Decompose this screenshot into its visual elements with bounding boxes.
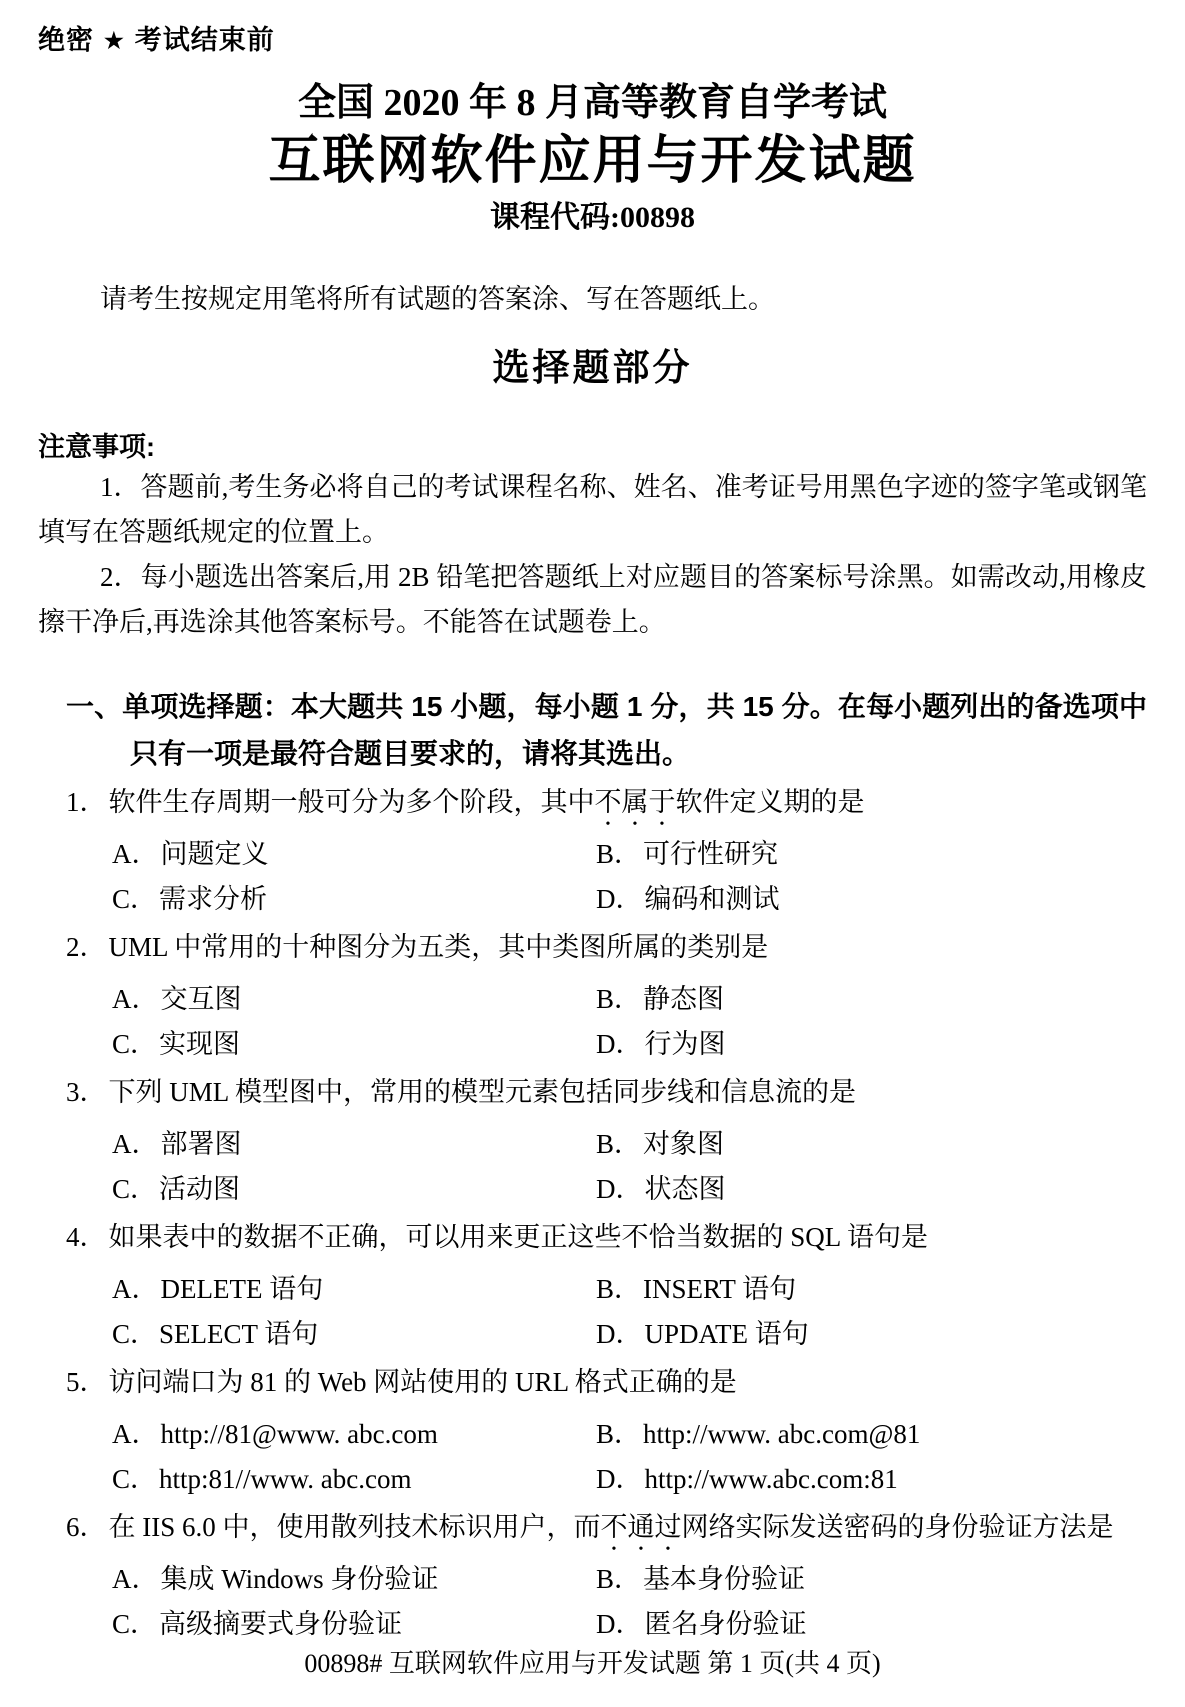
paper-title: 互联网软件应用与开发试题 bbox=[268, 132, 917, 190]
option-text: 匿名身份验证 bbox=[644, 1609, 807, 1639]
classification-banner bbox=[38, 24, 1147, 57]
option-b bbox=[596, 832, 1147, 877]
option-d bbox=[596, 1602, 1147, 1647]
options-grid bbox=[38, 1557, 1147, 1647]
option-text: 活动图 bbox=[159, 1174, 241, 1204]
option-text: http:81//www. abc.com bbox=[159, 1464, 412, 1494]
option-label: A． bbox=[112, 839, 159, 869]
option-text: INSERT 语句 bbox=[643, 1274, 797, 1304]
option-text: http://www.abc.com:81 bbox=[644, 1464, 898, 1494]
course-code: 课程代码:00898 bbox=[490, 201, 695, 234]
question-stem bbox=[38, 1070, 1147, 1122]
option-label: C． bbox=[112, 1029, 158, 1059]
option-d bbox=[596, 1312, 1147, 1357]
question-stem bbox=[38, 925, 1147, 977]
question-stem bbox=[38, 1360, 1147, 1412]
question-number: 2． bbox=[66, 932, 107, 962]
option-b bbox=[596, 1122, 1147, 1167]
question-number: 3． bbox=[66, 1077, 107, 1107]
question-number: 4． bbox=[66, 1222, 107, 1252]
option-a bbox=[112, 977, 596, 1022]
option-d bbox=[596, 877, 1147, 922]
option-label: A． bbox=[112, 1419, 159, 1449]
stem-emphasis: 不通过 bbox=[600, 1512, 682, 1542]
question-stem bbox=[38, 1215, 1147, 1267]
stem-text: 访问端口为 81 的 Web 网站使用的 URL 格式正确的是 bbox=[108, 1367, 737, 1397]
option-label: C． bbox=[112, 1464, 158, 1494]
stem-text: 软件生存周期一般可分为多个阶段，其中 bbox=[108, 787, 595, 817]
stem-text: 软件定义期的是 bbox=[675, 787, 865, 817]
section-title: 选择题部分 bbox=[492, 347, 693, 388]
option-a bbox=[112, 1412, 596, 1457]
option-label: B． bbox=[596, 839, 642, 869]
stem-text: 如果表中的数据不正确，可以用来更正这些不恰当数据的 SQL 语句是 bbox=[108, 1222, 929, 1252]
option-text: 基本身份验证 bbox=[643, 1564, 806, 1594]
option-label: D． bbox=[596, 1464, 643, 1494]
option-label: B． bbox=[596, 984, 642, 1014]
mcq-section-heading: 一、单项选择题：本大题共 15 小题，每小题 1 分，共 15 分。在每小题列出的备选项中只有一项是最符合题目要求的，请将其选出。 bbox=[66, 691, 1147, 769]
notice-item-2: 2．每小题选出答案后,用 2B 铅笔把答题纸上对应题目的答案标号涂黑。如需改动,用橡皮擦干净后,再选涂其他答案标号。不能答在试题卷上。 bbox=[38, 562, 1147, 637]
option-text: 可行性研究 bbox=[643, 839, 779, 869]
option-c bbox=[112, 1457, 596, 1502]
option-c bbox=[112, 1602, 596, 1647]
option-label: D． bbox=[596, 884, 643, 914]
option-label: B． bbox=[596, 1564, 642, 1594]
option-text: 交互图 bbox=[160, 984, 242, 1014]
option-label: A． bbox=[112, 984, 159, 1014]
option-c bbox=[112, 877, 596, 922]
option-label: B． bbox=[596, 1274, 642, 1304]
classification-label: 绝密 bbox=[38, 25, 94, 55]
option-text: 集成 Windows 身份验证 bbox=[160, 1564, 439, 1594]
option-label: A． bbox=[112, 1129, 159, 1159]
option-text: 状态图 bbox=[644, 1174, 726, 1204]
option-text: 高级摘要式身份验证 bbox=[159, 1609, 403, 1639]
option-text: 实现图 bbox=[159, 1029, 241, 1059]
stem-emphasis: 不属于 bbox=[594, 787, 676, 817]
option-d bbox=[596, 1457, 1147, 1502]
question-item bbox=[38, 780, 1147, 922]
question-number: 1． bbox=[66, 787, 107, 817]
notices-heading: 注意事项: bbox=[38, 432, 155, 462]
question-stem bbox=[38, 1505, 1147, 1557]
option-b bbox=[596, 1557, 1147, 1602]
option-a bbox=[112, 1267, 596, 1312]
option-text: 行为图 bbox=[644, 1029, 726, 1059]
option-a bbox=[112, 832, 596, 877]
option-label: B． bbox=[596, 1129, 642, 1159]
option-d bbox=[596, 1167, 1147, 1212]
question-item bbox=[38, 1360, 1147, 1502]
question-item bbox=[38, 1505, 1147, 1647]
question-number: 5． bbox=[66, 1367, 107, 1397]
option-label: D． bbox=[596, 1029, 643, 1059]
page-footer: 00898# 互联网软件应用与开发试题 第 1 页(共 4 页) bbox=[304, 1649, 881, 1678]
option-label: D． bbox=[596, 1319, 643, 1349]
option-text: UPDATE 语句 bbox=[644, 1319, 809, 1349]
option-a bbox=[112, 1122, 596, 1167]
option-d bbox=[596, 1022, 1147, 1067]
notice-item-1: 1．答题前,考生务必将自己的考试课程名称、姓名、准考证号用黑色字迹的签字笔或钢笔填写在答题纸规定的位置上。 bbox=[38, 472, 1147, 547]
option-c bbox=[112, 1167, 596, 1212]
option-b bbox=[596, 1412, 1147, 1457]
answer-sheet-instruction: 请考生按规定用笔将所有试题的答案涂、写在答题纸上。 bbox=[100, 284, 775, 314]
option-label: C． bbox=[112, 1609, 158, 1639]
option-text: DELETE 语句 bbox=[160, 1274, 324, 1304]
option-label: B． bbox=[596, 1419, 642, 1449]
star-icon: ★ bbox=[104, 28, 125, 53]
option-b bbox=[596, 977, 1147, 1022]
options-grid bbox=[38, 1267, 1147, 1357]
options-grid bbox=[38, 1122, 1147, 1212]
option-text: http://www. abc.com@81 bbox=[643, 1419, 921, 1449]
option-text: 部署图 bbox=[160, 1129, 242, 1159]
option-text: 问题定义 bbox=[160, 839, 269, 869]
option-text: 静态图 bbox=[643, 984, 725, 1014]
option-text: 编码和测试 bbox=[644, 884, 780, 914]
exam-title: 全国 2020 年 8 月高等教育自学考试 bbox=[297, 82, 887, 124]
option-b bbox=[596, 1267, 1147, 1312]
option-text: 需求分析 bbox=[159, 884, 268, 914]
option-text: SELECT 语句 bbox=[159, 1319, 319, 1349]
option-label: C． bbox=[112, 884, 158, 914]
option-a bbox=[112, 1557, 596, 1602]
stem-text: 网络实际发送密码的身份验证方法是 bbox=[681, 1512, 1114, 1542]
question-stem bbox=[38, 780, 1147, 832]
option-label: C． bbox=[112, 1319, 158, 1349]
option-c bbox=[112, 1022, 596, 1067]
classification-note: 考试结束前 bbox=[134, 25, 275, 55]
option-label: C． bbox=[112, 1174, 158, 1204]
option-label: A． bbox=[112, 1274, 159, 1304]
option-text: http://81@www. abc.com bbox=[160, 1419, 438, 1449]
options-grid bbox=[38, 977, 1147, 1067]
question-number: 6． bbox=[66, 1512, 107, 1542]
option-text: 对象图 bbox=[643, 1129, 725, 1159]
question-item bbox=[38, 925, 1147, 1067]
options-grid bbox=[38, 832, 1147, 922]
stem-text: 下列 UML 模型图中，常用的模型元素包括同步线和信息流的是 bbox=[108, 1077, 856, 1107]
stem-text: UML 中常用的十种图分为五类，其中类图所属的类别是 bbox=[108, 932, 769, 962]
option-label: D． bbox=[596, 1174, 643, 1204]
options-grid bbox=[38, 1412, 1147, 1502]
question-item bbox=[38, 1215, 1147, 1357]
question-item bbox=[38, 1070, 1147, 1212]
stem-text: 在 IIS 6.0 中，使用散列技术标识用户，而 bbox=[108, 1512, 601, 1542]
option-c bbox=[112, 1312, 596, 1357]
option-label: D． bbox=[596, 1609, 643, 1639]
option-label: A． bbox=[112, 1564, 159, 1594]
